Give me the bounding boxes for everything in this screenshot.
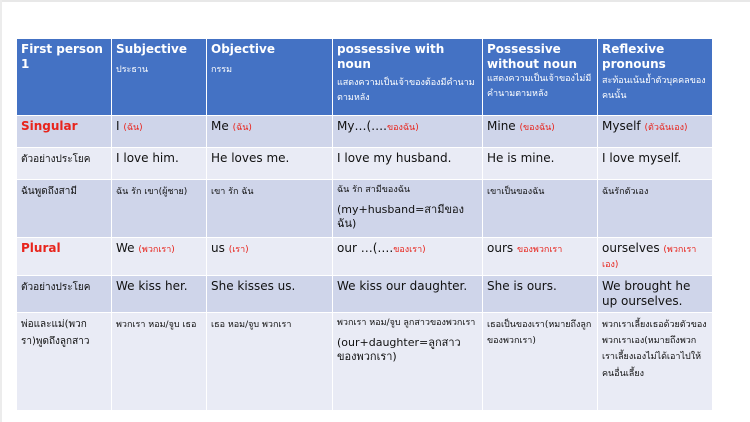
pronoun-word: Me [211,119,229,133]
plural-possessive-cell [333,238,483,276]
header-cell-subjective [112,39,207,116]
example-sentence: I love myself. [602,151,682,165]
thai-cell [483,180,598,238]
example-sentence: He is mine. [487,151,555,165]
example-cell [112,148,207,180]
header-title: Possessive without noun [487,42,578,71]
singular-reflexive-cell [598,116,713,148]
plural-possessive-no-noun-cell [483,238,598,276]
singular-subjective-cell [112,116,207,148]
header-title: possessive with noun [337,42,445,71]
thai-cell [112,180,207,238]
header-title: Objective [211,42,275,56]
plural-objective-cell [207,238,333,276]
example-sentence: She is ours. [487,278,557,293]
pronoun-thai: (ฉัน) [123,123,143,133]
pronoun-thai: ของเรา) [393,245,426,255]
header-subtitle: ประธาน [116,65,149,75]
plural-label: Plural [21,241,61,255]
thai-cell [483,312,598,410]
header-subtitle: สะท้อนเน้นย้ำตัวบุคคลของคนนั้น [602,76,706,102]
header-title: Reflexive pronouns [602,42,666,71]
singular-label: Singular [21,119,78,133]
thai-cell [598,312,713,410]
header-cell-reflexive [598,39,713,116]
example-cell [207,275,333,312]
example-cell [207,148,333,180]
example-row-2 [17,275,713,312]
example-label: ตัวอย่างประโยค [21,154,91,165]
header-subtitle: แสดงความเป็นเจ้าของไม่มีคำนามตามหลัง [487,74,592,100]
thai-speak-label: พ่อและแม่(พวกรา)พูดถึงลูกสาว [21,318,90,347]
example-cell [333,275,483,312]
header-cell-first-person [17,39,112,116]
pronoun-word: Myself [602,119,641,133]
header-cell-possessive-with-noun [333,39,483,116]
slide-frame-top [0,0,750,2]
header-subtitle: แสดงความเป็นเจ้าของต้องมีคำนามตามหลัง [337,78,475,104]
thai-sentence: เขา รัก ฉัน [211,187,254,197]
thai-cell [112,312,207,410]
thai-cell [207,180,333,238]
pronoun-word: We [116,241,135,255]
pronoun-word: ourselves [602,241,660,255]
example-cell [598,275,713,312]
plural-label-cell [17,238,112,276]
slide-frame-left [0,0,2,422]
pronoun-word: our …(…. [337,241,394,255]
example-cell [483,148,598,180]
example-label-cell [17,275,112,312]
pronoun-thai: (พวกเรา) [138,245,175,255]
example-sentence: We kiss our daughter. [337,278,468,293]
pronoun-word: us [211,241,225,255]
example-label-cell [17,148,112,180]
thai-sentence: เขาเป็นของฉัน [487,187,545,197]
thai-speak-label-cell [17,180,112,238]
thai-sentence: เธอเป็นของเรา(หมายถึงลูกของพวกเรา) [487,319,592,346]
thai-cell [333,312,483,410]
header-title: First person 1 [21,42,103,71]
example-sentence: She kisses us. [211,278,296,293]
example-cell [112,275,207,312]
pronoun-word: Mine [487,119,516,133]
thai-speak-row-1 [17,180,713,238]
example-sentence: He loves me. [211,151,290,165]
example-sentence: I love him. [116,151,179,165]
thai-sentence: ฉันรักตัวเอง [602,187,649,197]
plural-subjective-cell [112,238,207,276]
header-cell-possessive-without-noun [483,39,598,116]
pronoun-word: My…(…. [337,119,387,133]
pronoun-thai: (ตัวฉันเอง) [644,123,688,133]
pronoun-thai: (เรา) [228,245,249,255]
example-sentence: I love my husband. [337,151,452,165]
example-sentence: We brought he up ourselves. [602,278,691,308]
header-title: Subjective [116,42,187,56]
thai-sentence: พวกเรา หอม/จูบ ลูกสาวของพวกเรา [337,317,476,328]
plural-row [17,238,713,276]
thai-cell [333,180,483,238]
pronoun-word: I [116,119,120,133]
example-cell [598,148,713,180]
thai-speak-label: ฉันพูดถึงสามี [21,186,77,197]
possessive-note: (my+husband=สามีของฉัน) [337,203,464,231]
thai-speak-label-cell [17,312,112,410]
thai-sentence: พวกเรา หอม/จูบ เธอ [116,319,197,330]
plural-reflexive-cell [598,238,713,276]
header-cell-objective [207,39,333,116]
pronoun-thai: (ฉัน) [232,123,252,133]
pronoun-thai: ของฉัน) [386,123,419,133]
pronoun-table [16,38,713,411]
thai-sentence: เธอ หอม/จูบ พวกเรา [211,319,292,330]
singular-possessive-no-noun-cell [483,116,598,148]
thai-speak-row-2 [17,312,713,410]
pronoun-thai: (พวกเราเอง) [602,245,697,271]
singular-objective-cell [207,116,333,148]
thai-cell [598,180,713,238]
possessive-note: (our+daughter=ลูกสาวของพวกเรา) [337,335,461,363]
pronoun-word: ours [487,241,514,255]
singular-possessive-cell [333,116,483,148]
example-sentence: We kiss her. [116,278,188,293]
example-cell [333,148,483,180]
example-label: ตัวอย่างประโยค [21,281,91,293]
example-row-1 [17,148,713,180]
header-row [17,39,713,116]
singular-row [17,116,713,148]
pronoun-thai: (ของฉัน) [519,123,555,133]
thai-sentence: พวกเราเลี้ยงเธอด้วยตัวของพวกเราเอง(หมายถึงพวกเราเลี้ยงเองไม่ได้เอาไปให้คนอื่นเลี้ยง [602,319,707,379]
pronoun-thai: ของพวกเรา [516,245,563,255]
example-cell [483,275,598,312]
thai-cell [207,312,333,410]
thai-sentence: ฉัน รัก สามีของฉัน [337,185,411,195]
header-subtitle: กรรม [211,65,233,75]
thai-sentence: ฉัน รัก เขา(ผู้ชาย) [116,187,188,197]
singular-label-cell [17,116,112,148]
